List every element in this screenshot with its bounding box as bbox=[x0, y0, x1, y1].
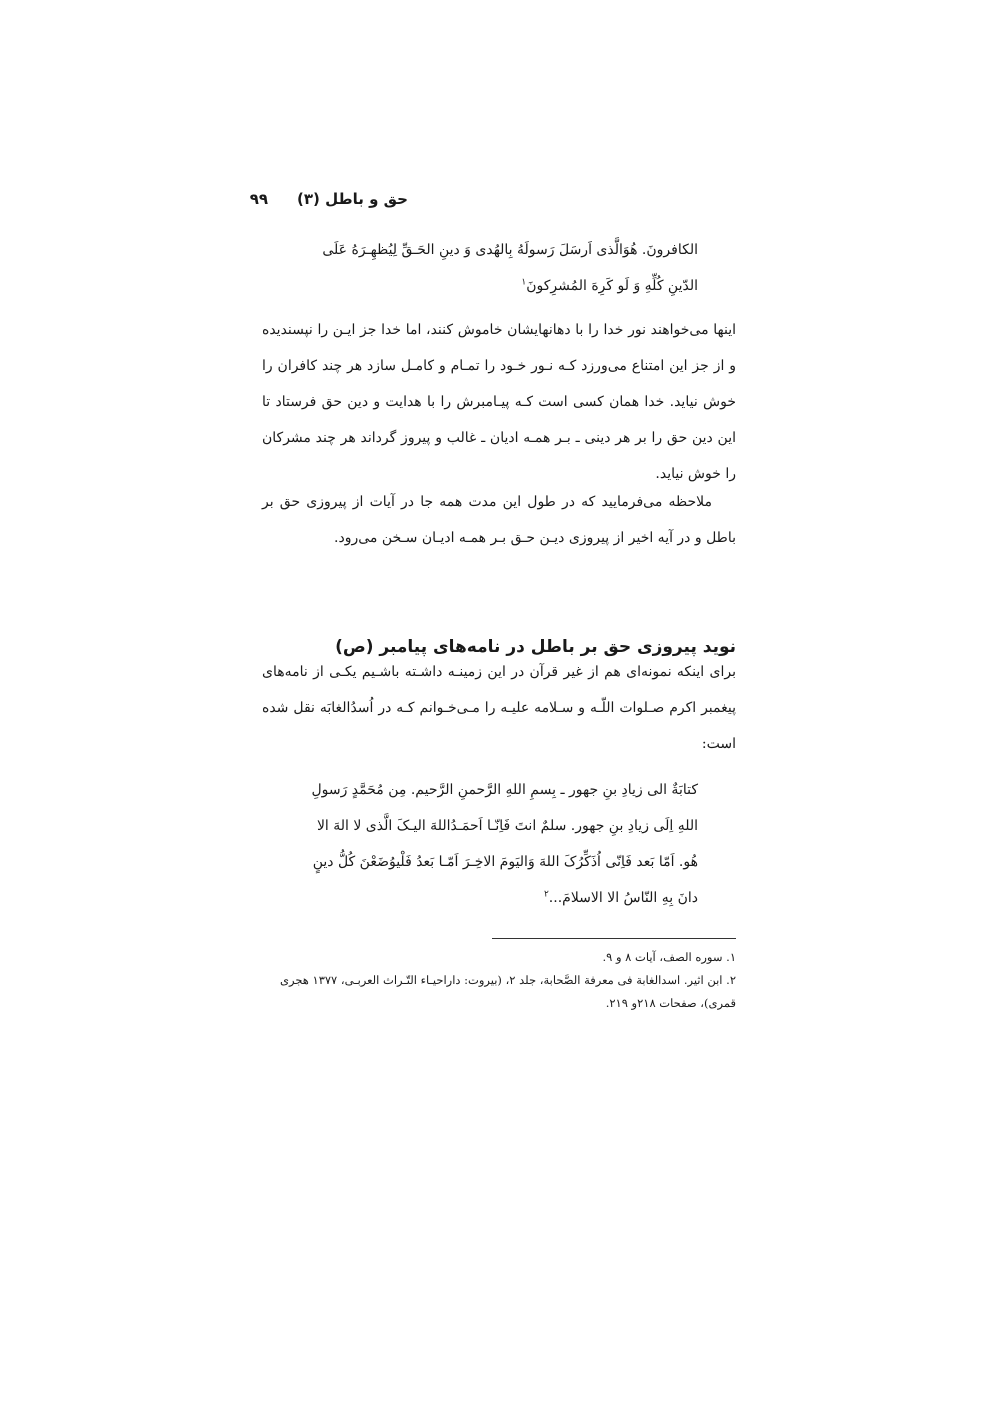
running-header-title: حق و باطل (۳) bbox=[297, 190, 408, 208]
running-header bbox=[249, 188, 734, 218]
quran-verse-quote bbox=[300, 232, 698, 304]
body-paragraph-commentary: ملاحظه می‌فرمایید که در طول این مدت همه جا در آیات از پیروزی حق بر باطل و در آیه اخیر از پیروزی دیـن حـق بـر همـه ادیـان سـخن می‌رود. bbox=[262, 494, 736, 546]
footnote-marker: ۲ bbox=[543, 889, 549, 900]
page-number: ۹۹ bbox=[249, 190, 268, 208]
prophet-letter-quote bbox=[300, 772, 698, 916]
footnote-divider bbox=[492, 938, 736, 939]
prophet-letter-text: کتابَةٌ الی زیادِ بنِ جهور ـ بِسمِ اللهِ الرَّحمنِ الرَّحیم. مِن مُحَمَّدٍ رَسولِ اللهِ اِلَی زیادِ بنِ جهور. سلمٌ انتَ فَاِنّـا اَحمَـدُاللهَ الیـکَ الَّذی لا الهَ الا هُو. اَمّا بَعد فَاِنّی اُذَکِّرُکَ اللهَ وَالیَومَ الاخِـرَ اَمّـا بَعدُ فَلْیوُضَعْنَ کُلُّ دینٍ دانَ بِهِ النّاسُ الا الاسلامَ... bbox=[311, 782, 698, 906]
body-paragraph-intro: برای اینکه نمونه‌ای هم از غیر قرآن در این زمینـه داشـته باشـیم یکـی از نامه‌های پیغمبر اکرم صـلوات اللّـه و سـلامه علیـه را مـی‌خـوانم کـه در اُسدُالغابَه نقل شده است: bbox=[262, 664, 736, 752]
footnote-marker: ۱ bbox=[521, 277, 527, 288]
section-heading: نوید پیروزی حق بر باطل در نامه‌های پیامبر (ص) bbox=[335, 637, 736, 658]
footnotes bbox=[262, 946, 736, 1015]
footnote-1: ۱. سوره الصف، آیات ۸ و ۹. bbox=[602, 950, 736, 964]
footnote-2: ۲. ابن اثیر. اسدالغابة فی معرفة الصَّحابة، جلد ۲، (بیروت: داراحیـاء التّـراث العربـی، ۱۳۷۷ هجری قمری)، صفحات ۲۱۸و ۲۱۹. bbox=[280, 973, 736, 1010]
body-paragraph-translation: اینها می‌خواهند نور خدا را با دهانهایشان خاموش کنند، اما خدا جز ایـن را نپسندیده و از جز این امتناع می‌ورزد کـه نـور خـود را تمـام و کامـل سازد هر چند کافران را خوش نیاید. خدا همان کسی است کـه پیـامبرش را با هدایت و دین حق فرستاد تا این دین حق را بر هر دینی ـ بـر همـه ادیان ـ غالب و پیروز گرداند هر چند مشرکان را خوش نیاید. bbox=[262, 322, 736, 482]
quran-verse-text: الکافرونَ. هُوَالَّذی اَرسَلَ رَسولَهُ بِالهُدی وَ دینِ الحَـقِّ لِیُظهِـرَهُ عَلَی الدّینِ کُلِّهِ وَ لَو کَرِهَ المُشرِکونَ bbox=[322, 242, 698, 294]
